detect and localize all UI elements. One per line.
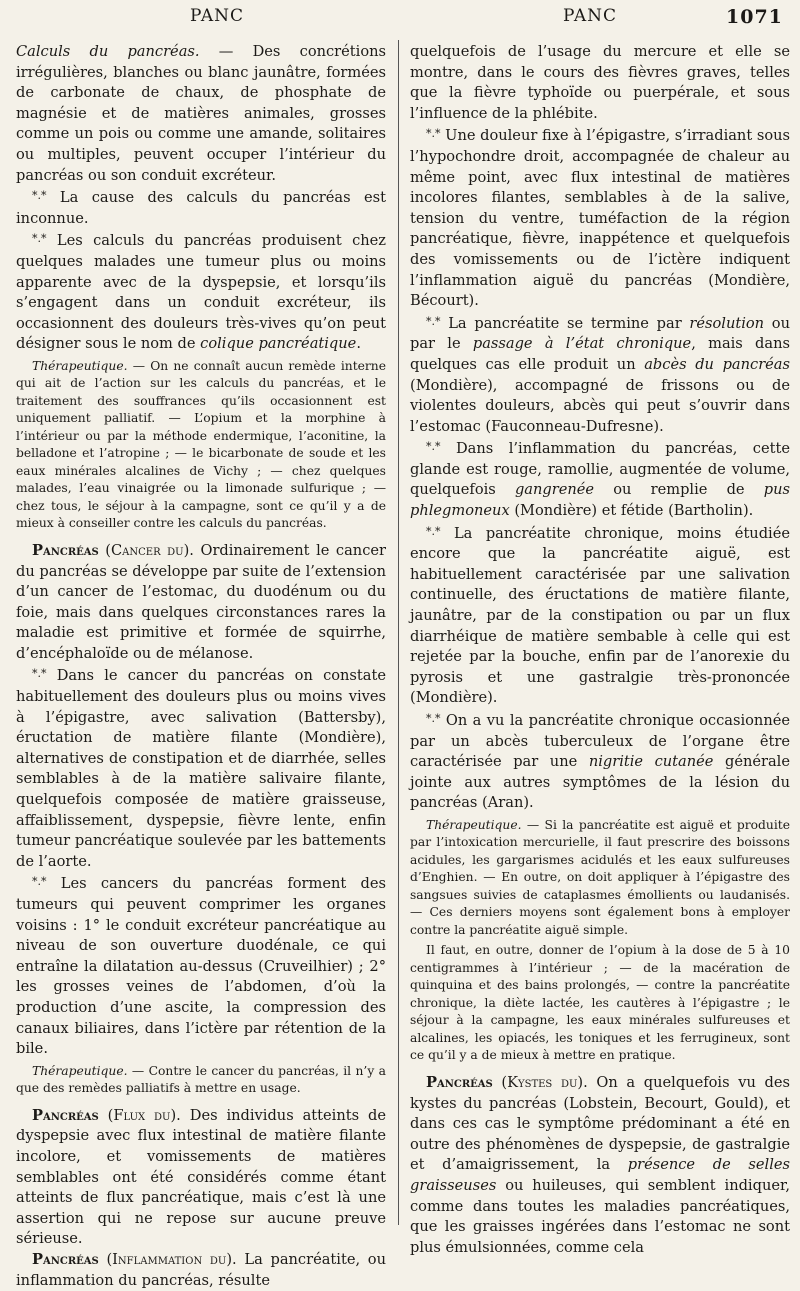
abscess-paragraph: *.* On a vu la pancréatite chronique occasionnée par un abcès tuberculeux de l’organe être caractérisée par une nigritie cutanée générale jointe aux autres symptômes de la lésion du pancréas (Aran). bbox=[410, 712, 790, 812]
inflammation-therapeutique-2: Il faut, en outre, donner de l’opium à la dose de 5 à 10 centigrammes à l’intérieur ; — de la macération de quinquina et des bains prolongés, — contre la pancréatite chronique, la diète lactée, les cautères à l’épigastre ; le séjour à la campagne, les eaux minérales sulfureuses et alcalines, les opiacés, les toniques et les ferrugineux, sont ce qu’il y a de mieux à mettre en pratique. bbox=[410, 943, 790, 1063]
cancer-entry: Pancréas (Cancer du). Ordinairement le cancer du pancréas se développe par suite de l’extension d’un cancer de l’estomac, du duodénum ou du foie, mais dans quelques circonstances rares la maladie est primitive et formée de squirrhe, d’encéphaloïde ou de mélanose. bbox=[16, 541, 386, 662]
cancer-therapeutique: Thérapeutique. — Contre le cancer du pancréas, il n’y a que des remèdes palliatifs à mettre en usage. bbox=[16, 1063, 386, 1096]
calculs-therapeutique: Thérapeutique. — On ne connaît aucun remède interne qui ait de l’action sur les calculs du pancréas, et le traitement des souffrances qu’ils occasionnent est uniquement palliatif. — L’opium et la morphine à l’intérieur ou par la méthode endermique, l’aconitine, la belladone et l’atropine ; — le bicarbonate de soude et les eaux minérales alcalines de Vichy ; — chez quelques malades, l’eau vinaigrée ou la limonade sulfurique ; — chez tous, le séjour à la campagne, sont ce qu’il y a de mieux à conseiller contre les calculs du pancréas. bbox=[16, 358, 386, 531]
calculs-title: Calculs du pancréas. bbox=[16, 43, 200, 60]
inflammation-entry: Pancréas (Inflammation du). La pancréatite, ou inflammation du pancréas, résulte bbox=[16, 1250, 386, 1289]
left-column bbox=[16, 42, 386, 1291]
inflammation-continuation: quelquefois de l’usage du mercure et elle se montre, dans le cours des fièvres graves, telles que la fièvre typhoïde ou puerpérale, et sous l’influence de la phlébite. bbox=[410, 43, 790, 122]
running-head-right: PANC bbox=[563, 6, 618, 26]
calculs-cause-paragraph: *.* La cause des calculs du pancréas est inconnue. bbox=[16, 189, 386, 227]
cancer-tumors-paragraph: *.* Les cancers du pancréas forment des tumeurs qui peuvent comprimer les organes voisins : 1° le conduit excréteur pancréatique au niveau de son ouverture duodénale, ce qui entraîne la dilatation au-dessus (Cruveilhier) ; 2° les grosses veines de l’abdomen, d’où la production d’une ascite, la compression des canaux biliaires, dans l’ictère par rétention de la bile. bbox=[16, 875, 386, 1058]
inflammation-outcome-paragraph: *.* La pancréatite se termine par résolution ou par le passage à l’état chronique, mais dans quelques cas elle produit un abcès du pancréas (Mondière), accompagné de frissons ou de violentes douleurs, abcès qui peut s’ouvrir dans l’estomac (Fauconneau-Dufresne). bbox=[410, 314, 790, 435]
running-head-left: PANC bbox=[190, 6, 245, 26]
page-number: 1071 bbox=[726, 6, 783, 28]
calculs-symptoms-paragraph: *.* Les calculs du pancréas produisent chez quelques malades une tumeur plus ou moins apparente avec de la dyspepsie, et lorsqu’ils s’engagent dans un conduit excréteur, ils occasionnent des douleurs très-vives qu’on peut désigner sous le nom de colique pancréatique. bbox=[16, 232, 386, 353]
flux-entry: Pancréas (Flux du). Des individus atteints de dyspepsie avec flux intestinal de matière filante incolore, et vomissements de matières semblables ont été considérés comme étant atteints de flux pancréatique, mais c’est là une assertion qui ne repose sur aucune preuve sérieuse. bbox=[16, 1106, 386, 1248]
calculs-paragraph: Calculs du pancréas. — Des concrétions irrégulières, blanches ou blanc jaunâtre, formées de carbonate de chaux, de phosphate de magnésie et de matières animales, grosses comme un pois ou comme une amande, solitaires ou multiples, peuvent occuper l’intérieur du pancréas ou son conduit excréteur. bbox=[16, 43, 386, 184]
right-column bbox=[410, 42, 790, 1258]
inflammation-anatomy-paragraph: *.* Dans l’inflammation du pancréas, cette glande est rouge, ramollie, augmentée de volume, quelquefois gangrenée ou remplie de pus phlegmoneux (Mondière) et fétide (Bartholin). bbox=[410, 440, 791, 520]
column-divider bbox=[398, 40, 399, 1225]
inflammation-symptoms-paragraph: *.* Une douleur fixe à l’épigastre, s’irradiant sous l’hypochondre droit, accompagnée de chaleur au même point, avec flux intestinal de matières incolores filantes, semblables à de la salive, tension du ventre, tuméfaction de la région pancréatique, fièvre, inappétence et quelquefois des vomissements ou de l’ictère indiquent l’inflammation aiguë du pancréas (Mondière, Bécourt). bbox=[410, 127, 791, 310]
chronic-paragraph: *.* La pancréatite chronique, moins étudiée encore que la pancréatite aiguë, est habituellement caractérisée par une salivation continuelle, des éructations de matière filante, jaunâtre, par de la constipation ou par un flux diarrhéique de matière sembable à celle qui est rejetée par la bouche, enfin par de l’anorexie du pyrosis et une gastralgie très-prononcée (Mondière). bbox=[410, 524, 790, 707]
cancer-symptoms-paragraph: *.* Dans le cancer du pancréas on constate habituellement des douleurs plus ou moins vives à l’épigastre, avec salivation (Battersby), éructation de matière filante (Mondière), alternatives de constipation et de diarrhée, selles semblables à de la matière salivaire filante, quelquefois composée de matière graisseuse, affaiblissement, dyspepsie, fièvre lente, enfin tumeur pancréatique soulevée par les battements de l’aorte. bbox=[16, 667, 386, 870]
kystes-entry: Pancréas (Kystes du). On a quelquefois vu des kystes du pancréas (Lobstein, Becourt, Gould), et dans ces cas le symptôme prédominant a été en outre des phénomènes de dyspepsie, de gastralgie et d’amaigrissement, la présence de selles graisseuses ou huileuses, qui semblent indiquer, comme dans toutes les maladies pancréatiques, que les graisses ingérées dans l’estomac ne sont plus émulsionnées, comme cela bbox=[410, 1073, 790, 1256]
inflammation-therapeutique: Thérapeutique. — Si la pancréatite est aiguë et produite par l’intoxication mercurielle, il faut prescrire des boissons acidules, les gargarismes acidulés et les eaux sulfureuses d’Enghien. — En outre, on doit appliquer à l’épigastre des sangsues suivies de cataplasmes émollients ou laudanisés. — Ces derniers moyens sont également bons à employer contre la pancréatite aiguë simple. bbox=[410, 817, 790, 937]
